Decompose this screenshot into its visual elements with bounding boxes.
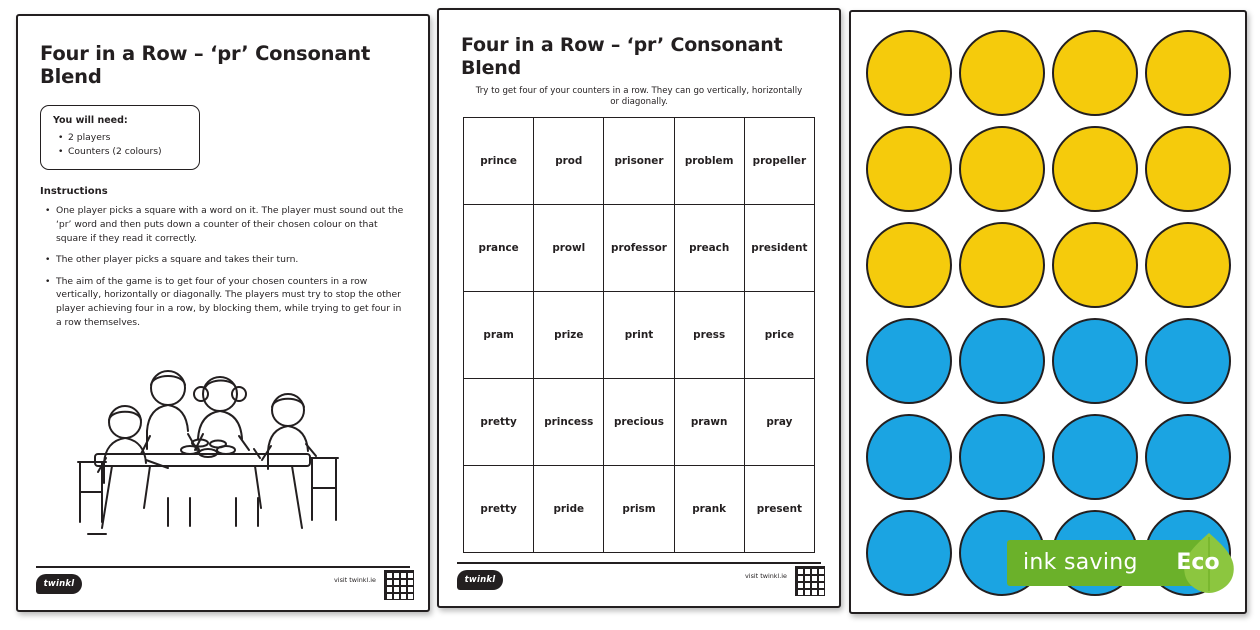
visit-link-text: visit twinkl.ie: [334, 576, 376, 584]
grid-cell[interactable]: prance: [464, 204, 534, 291]
you-will-need-list: [53, 131, 187, 160]
counter-yellow[interactable]: [1052, 30, 1138, 116]
counter-blue[interactable]: [1145, 414, 1231, 500]
counter-blue[interactable]: [866, 318, 952, 404]
grid-cell[interactable]: professor: [604, 204, 674, 291]
instructions-heading: Instructions: [40, 186, 108, 198]
instructions-sheet: [16, 14, 430, 612]
table-row: [464, 117, 815, 204]
counter-yellow[interactable]: [959, 126, 1045, 212]
page-title: Four in a Row – ‘pr’ Consonant Blend: [461, 34, 783, 79]
grid-cell[interactable]: princess: [534, 378, 604, 465]
counter-yellow[interactable]: [1145, 126, 1231, 212]
eco-badge-word: Eco: [1176, 550, 1220, 575]
grid-cell[interactable]: president: [744, 204, 814, 291]
eco-badge-text: ink saving: [1007, 540, 1213, 586]
grid-cell[interactable]: print: [604, 291, 674, 378]
counter-blue[interactable]: [959, 318, 1045, 404]
grid-cell[interactable]: prank: [674, 465, 744, 552]
you-will-need-box: [40, 105, 200, 171]
counter-blue[interactable]: [1052, 414, 1138, 500]
counters-sheet: [849, 10, 1247, 614]
counter-blue[interactable]: [866, 414, 952, 500]
grid-cell[interactable]: prod: [534, 117, 604, 204]
you-will-need-heading: You will need:: [53, 114, 128, 126]
table-row: [464, 204, 815, 291]
sheet-footer: [18, 566, 428, 600]
ink-saving-eco-badge: [1007, 531, 1247, 594]
list-item: • Counters (2 colours): [68, 145, 187, 159]
instructions-sheet-body: [18, 16, 428, 610]
table-row: [464, 465, 815, 552]
counter-yellow[interactable]: [1052, 126, 1138, 212]
grid-cell[interactable]: propeller: [744, 117, 814, 204]
counter-blue[interactable]: [1145, 318, 1231, 404]
grid-cell[interactable]: problem: [674, 117, 744, 204]
counter-yellow[interactable]: [866, 30, 952, 116]
grid-cell[interactable]: precious: [604, 378, 674, 465]
instructions-list: [40, 204, 406, 329]
grid-cell[interactable]: pram: [464, 291, 534, 378]
counter-yellow[interactable]: [866, 222, 952, 308]
counter-yellow[interactable]: [1145, 30, 1231, 116]
grid-cell[interactable]: press: [674, 291, 744, 378]
table-row: [464, 291, 815, 378]
list-item: • The other player picks a square and takes their turn.: [56, 253, 406, 267]
qr-code-icon: [384, 570, 414, 600]
list-item: • One player picks a square with a word on it. The player must sound out the ‘pr’ word and then puts down a counter of their chosen colour on that square if they read it correctly.: [56, 204, 406, 245]
counter-yellow[interactable]: [959, 30, 1045, 116]
grid-cell[interactable]: pretty: [464, 378, 534, 465]
footer-divider: [457, 562, 821, 564]
counter-grid: [867, 30, 1229, 594]
grid-cell[interactable]: prowl: [534, 204, 604, 291]
footer-divider: [36, 566, 410, 568]
grid-cell[interactable]: preach: [674, 204, 744, 291]
grid-cell[interactable]: price: [744, 291, 814, 378]
twinkl-logo: twinkl: [457, 570, 503, 590]
visit-link-text: visit twinkl.ie: [745, 572, 787, 580]
grid-subtitle: Try to get four of your counters in a row. They can go vertically, horizontally or diagonally.: [475, 85, 803, 108]
grid-cell[interactable]: pride: [534, 465, 604, 552]
counter-blue[interactable]: [1052, 318, 1138, 404]
counter-blue[interactable]: [866, 510, 952, 596]
grid-cell[interactable]: prince: [464, 117, 534, 204]
page-title: Four in a Row – ‘pr’ Consonant Blend: [40, 42, 371, 89]
twinkl-logo: twinkl: [36, 574, 82, 594]
counter-yellow[interactable]: [959, 222, 1045, 308]
counters-sheet-body: [851, 12, 1245, 612]
grid-cell[interactable]: pray: [744, 378, 814, 465]
counter-blue[interactable]: [959, 414, 1045, 500]
grid-cell[interactable]: present: [744, 465, 814, 552]
grid-cell[interactable]: prisoner: [604, 117, 674, 204]
table-row: [464, 378, 815, 465]
grid-cell[interactable]: pretty: [464, 465, 534, 552]
grid-cell[interactable]: prawn: [674, 378, 744, 465]
grid-cell[interactable]: prize: [534, 291, 604, 378]
word-grid: [463, 117, 815, 553]
sheet-footer: [439, 562, 839, 596]
counter-yellow[interactable]: [866, 126, 952, 212]
counter-yellow[interactable]: [1145, 222, 1231, 308]
game-grid-sheet: [437, 8, 841, 608]
grid-cell[interactable]: prism: [604, 465, 674, 552]
children-playing-illustration: [40, 358, 400, 548]
list-item: • 2 players: [68, 131, 187, 145]
counter-yellow[interactable]: [1052, 222, 1138, 308]
list-item: • The aim of the game is to get four of your chosen counters in a row vertically, horizontally or diagonally. The players must try to stop the other player achieving four in a row, by blocking them, while trying to get four in a row themselves.: [56, 275, 406, 329]
qr-code-icon: [795, 566, 825, 596]
game-grid-sheet-body: [439, 10, 839, 606]
